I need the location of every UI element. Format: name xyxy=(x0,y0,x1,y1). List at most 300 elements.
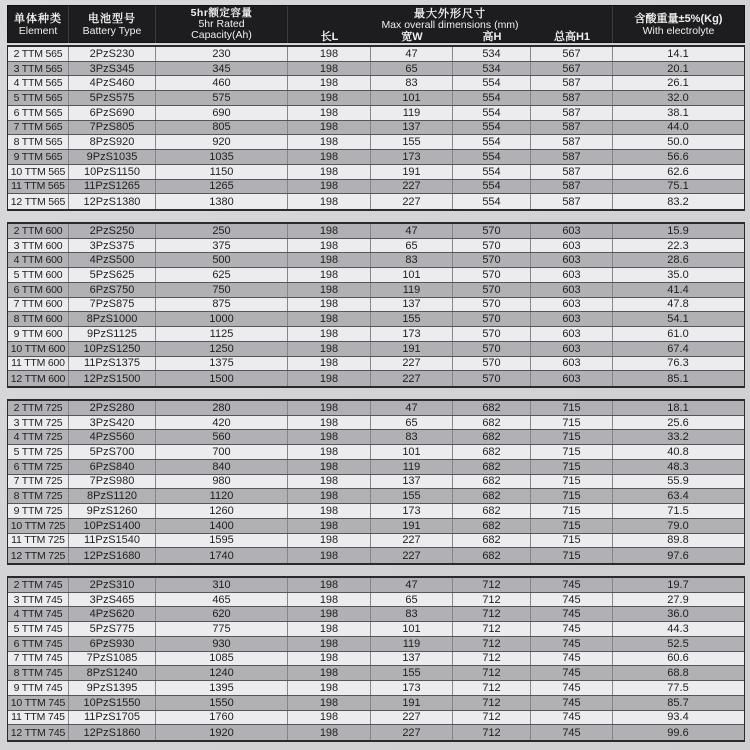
cell-length-l: 198 xyxy=(288,578,371,592)
cell-battery-type: 5PzS625 xyxy=(69,268,156,282)
header-capacity-en1: 5hr Rated xyxy=(198,18,245,30)
table-row xyxy=(8,135,744,150)
cell-battery-type: 3PzS465 xyxy=(69,593,156,607)
cell-width-w: 173 xyxy=(371,681,453,695)
cell-battery-type: 2PzS280 xyxy=(69,401,156,415)
cell-total-height-h1: 745 xyxy=(531,622,613,636)
cell-weight: 41.4 xyxy=(667,283,689,296)
cell-width-w: 173 xyxy=(371,504,453,518)
cell-total-height-h1: 745 xyxy=(531,607,613,621)
cell-width-w: 83 xyxy=(371,430,453,444)
cell-length-l: 198 xyxy=(288,180,371,194)
cell-total-height-h1: 715 xyxy=(531,489,613,503)
cell-battery-type: 4PzS620 xyxy=(69,607,156,621)
cell-total-height-h1: 745 xyxy=(531,666,613,680)
cell-element: 9 TTM 565 xyxy=(8,150,69,164)
cell-battery-type: 12PzS1500 xyxy=(69,371,156,386)
cell-capacity: 625 xyxy=(156,268,288,282)
cell-height-h: 570 xyxy=(453,224,531,238)
cell-total-height-h1: 715 xyxy=(531,430,613,444)
table-row xyxy=(8,725,744,740)
cell-total-height-h1: 567 xyxy=(531,47,613,61)
cell-height-h: 554 xyxy=(453,76,531,90)
cell-height-h: 712 xyxy=(453,578,531,592)
cell-length-l: 198 xyxy=(288,106,371,120)
cell-height-h: 712 xyxy=(453,622,531,636)
header-weight-en: With electrolyte xyxy=(642,24,715,37)
cell-height-h: 570 xyxy=(453,268,531,282)
cell-element: 5 TTM 565 xyxy=(8,91,69,105)
cell-height-h: 682 xyxy=(453,519,531,533)
cell-width-w: 101 xyxy=(371,445,453,459)
cell-weight: 15.9 xyxy=(667,224,689,237)
cell-width-w: 101 xyxy=(371,91,453,105)
cell-length-l: 198 xyxy=(288,401,371,415)
cell-battery-type: 10PzS1250 xyxy=(69,342,156,356)
cell-capacity: 560 xyxy=(156,430,288,444)
cell-weight: 38.1 xyxy=(667,106,689,119)
header-battery-type xyxy=(69,6,156,43)
cell-width-w: 155 xyxy=(371,312,453,326)
header-capacity-en2: Capacity(Ah) xyxy=(191,29,252,41)
table-row xyxy=(8,239,744,254)
cell-weight: 50.0 xyxy=(667,136,689,149)
cell-element: 3 TTM 600 xyxy=(8,239,69,253)
cell-capacity: 1550 xyxy=(156,696,288,710)
cell-capacity: 1380 xyxy=(156,194,288,209)
cell-width-w: 101 xyxy=(371,622,453,636)
table-header xyxy=(7,5,745,43)
cell-element: 7 TTM 600 xyxy=(8,298,69,312)
cell-width-w: 65 xyxy=(371,239,453,253)
table-row xyxy=(8,416,744,431)
cell-element: 10 TTM 725 xyxy=(8,519,69,533)
battery-spec-table xyxy=(7,5,745,742)
cell-height-h: 682 xyxy=(453,489,531,503)
header-length: 长L xyxy=(320,31,339,43)
cell-length-l: 198 xyxy=(288,607,371,621)
cell-weight: 36.0 xyxy=(667,608,689,621)
cell-length-l: 198 xyxy=(288,253,371,267)
cell-total-height-h1: 587 xyxy=(531,180,613,194)
cell-height-h: 554 xyxy=(453,121,531,135)
cell-capacity: 775 xyxy=(156,622,288,636)
cell-element: 10 TTM 565 xyxy=(8,165,69,179)
cell-battery-type: 4PzS560 xyxy=(69,430,156,444)
cell-length-l: 198 xyxy=(288,696,371,710)
cell-element: 11 TTM 745 xyxy=(8,711,69,725)
cell-battery-type: 11PzS1265 xyxy=(69,180,156,194)
cell-length-l: 198 xyxy=(288,416,371,430)
cell-total-height-h1: 745 xyxy=(531,711,613,725)
cell-width-w: 65 xyxy=(371,593,453,607)
cell-width-w: 47 xyxy=(371,401,453,415)
cell-element: 4 TTM 745 xyxy=(8,607,69,621)
cell-total-height-h1: 587 xyxy=(531,106,613,120)
cell-element: 5 TTM 725 xyxy=(8,445,69,459)
cell-height-h: 570 xyxy=(453,357,531,371)
cell-total-height-h1: 603 xyxy=(531,357,613,371)
cell-weight: 55.9 xyxy=(667,475,689,488)
cell-weight: 85.7 xyxy=(667,696,689,709)
cell-length-l: 198 xyxy=(288,150,371,164)
cell-height-h: 712 xyxy=(453,696,531,710)
cell-capacity: 575 xyxy=(156,91,288,105)
cell-length-l: 198 xyxy=(288,725,371,740)
cell-capacity: 920 xyxy=(156,135,288,149)
cell-width-w: 155 xyxy=(371,666,453,680)
table-row xyxy=(8,622,744,637)
table-row xyxy=(8,519,744,534)
cell-element: 6 TTM 600 xyxy=(8,283,69,297)
cell-total-height-h1: 603 xyxy=(531,283,613,297)
cell-weight: 67.4 xyxy=(667,342,689,355)
table-row xyxy=(8,253,744,268)
cell-element: 4 TTM 725 xyxy=(8,430,69,444)
cell-height-h: 682 xyxy=(453,475,531,489)
cell-length-l: 198 xyxy=(288,327,371,341)
cell-length-l: 198 xyxy=(288,268,371,282)
table-row xyxy=(8,298,744,313)
cell-width-w: 137 xyxy=(371,298,453,312)
cell-battery-type: 10PzS1400 xyxy=(69,519,156,533)
cell-weight: 28.6 xyxy=(667,254,689,267)
cell-height-h: 682 xyxy=(453,445,531,459)
table-row xyxy=(8,504,744,519)
battery-group-ttm-745 xyxy=(7,576,745,742)
cell-length-l: 198 xyxy=(288,622,371,636)
cell-height-h: 712 xyxy=(453,607,531,621)
cell-width-w: 65 xyxy=(371,62,453,76)
cell-width-w: 119 xyxy=(371,460,453,474)
cell-battery-type: 5PzS700 xyxy=(69,445,156,459)
cell-weight: 22.3 xyxy=(667,239,689,252)
cell-length-l: 198 xyxy=(288,121,371,135)
cell-width-w: 47 xyxy=(371,578,453,592)
cell-width-w: 101 xyxy=(371,268,453,282)
cell-width-w: 137 xyxy=(371,652,453,666)
cell-weight: 76.3 xyxy=(667,357,689,370)
cell-total-height-h1: 745 xyxy=(531,652,613,666)
cell-width-w: 119 xyxy=(371,283,453,297)
cell-width-w: 137 xyxy=(371,475,453,489)
table-row xyxy=(8,106,744,121)
cell-weight: 27.9 xyxy=(667,593,689,606)
header-weight-zh: 含酸重量±5%(Kg) xyxy=(634,12,723,25)
cell-total-height-h1: 603 xyxy=(531,268,613,282)
table-row xyxy=(8,312,744,327)
cell-element: 9 TTM 600 xyxy=(8,327,69,341)
cell-element: 10 TTM 600 xyxy=(8,342,69,356)
cell-weight: 62.6 xyxy=(667,165,689,178)
cell-capacity: 690 xyxy=(156,106,288,120)
cell-total-height-h1: 603 xyxy=(531,371,613,386)
cell-width-w: 119 xyxy=(371,106,453,120)
cell-battery-type: 12PzS1380 xyxy=(69,194,156,209)
cell-weight: 97.6 xyxy=(667,549,689,562)
cell-width-w: 227 xyxy=(371,711,453,725)
cell-length-l: 198 xyxy=(288,371,371,386)
cell-battery-type: 7PzS1085 xyxy=(69,652,156,666)
cell-element: 2 TTM 745 xyxy=(8,578,69,592)
cell-battery-type: 8PzS1240 xyxy=(69,666,156,680)
cell-weight: 20.1 xyxy=(667,62,689,75)
table-row xyxy=(8,165,744,180)
cell-capacity: 1265 xyxy=(156,180,288,194)
cell-height-h: 554 xyxy=(453,194,531,209)
cell-element: 10 TTM 745 xyxy=(8,696,69,710)
cell-element: 3 TTM 745 xyxy=(8,593,69,607)
cell-height-h: 712 xyxy=(453,681,531,695)
table-row xyxy=(8,489,744,504)
cell-length-l: 198 xyxy=(288,445,371,459)
cell-total-height-h1: 715 xyxy=(531,475,613,489)
cell-capacity: 1500 xyxy=(156,371,288,386)
cell-element: 8 TTM 745 xyxy=(8,666,69,680)
battery-group-ttm-565 xyxy=(7,45,745,211)
cell-battery-type: 11PzS1375 xyxy=(69,357,156,371)
cell-length-l: 198 xyxy=(288,91,371,105)
header-element xyxy=(8,6,69,43)
cell-element: 2 TTM 565 xyxy=(8,47,69,61)
cell-total-height-h1: 567 xyxy=(531,62,613,76)
table-row xyxy=(8,91,744,106)
cell-width-w: 173 xyxy=(371,327,453,341)
cell-capacity: 1150 xyxy=(156,165,288,179)
cell-weight: 44.3 xyxy=(667,623,689,636)
cell-total-height-h1: 745 xyxy=(531,593,613,607)
cell-length-l: 198 xyxy=(288,430,371,444)
cell-capacity: 420 xyxy=(156,416,288,430)
cell-weight: 79.0 xyxy=(667,519,689,532)
cell-battery-type: 6PzS750 xyxy=(69,283,156,297)
cell-battery-type: 9PzS1035 xyxy=(69,150,156,164)
cell-length-l: 198 xyxy=(288,652,371,666)
cell-element: 3 TTM 565 xyxy=(8,62,69,76)
table-row xyxy=(8,357,744,372)
cell-total-height-h1: 715 xyxy=(531,534,613,548)
cell-weight: 48.3 xyxy=(667,460,689,473)
cell-element: 6 TTM 565 xyxy=(8,106,69,120)
table-row xyxy=(8,283,744,298)
cell-width-w: 191 xyxy=(371,519,453,533)
table-row xyxy=(8,430,744,445)
header-dimensions xyxy=(288,6,613,43)
cell-weight: 25.6 xyxy=(667,416,689,429)
cell-capacity: 280 xyxy=(156,401,288,415)
cell-width-w: 47 xyxy=(371,224,453,238)
cell-capacity: 1035 xyxy=(156,150,288,164)
header-dimensions-zh: 最大外形尺寸 xyxy=(414,8,486,20)
cell-height-h: 554 xyxy=(453,135,531,149)
cell-capacity: 980 xyxy=(156,475,288,489)
cell-length-l: 198 xyxy=(288,357,371,371)
cell-capacity: 620 xyxy=(156,607,288,621)
cell-width-w: 191 xyxy=(371,696,453,710)
cell-battery-type: 4PzS500 xyxy=(69,253,156,267)
header-width: 宽W xyxy=(401,31,423,43)
cell-total-height-h1: 715 xyxy=(531,548,613,563)
table-row xyxy=(8,342,744,357)
table-row xyxy=(8,401,744,416)
cell-total-height-h1: 587 xyxy=(531,165,613,179)
cell-total-height-h1: 587 xyxy=(531,150,613,164)
cell-battery-type: 5PzS575 xyxy=(69,91,156,105)
cell-weight: 52.5 xyxy=(667,637,689,650)
cell-length-l: 198 xyxy=(288,681,371,695)
cell-length-l: 198 xyxy=(288,548,371,563)
cell-element: 8 TTM 565 xyxy=(8,135,69,149)
cell-element: 7 TTM 565 xyxy=(8,121,69,135)
cell-length-l: 198 xyxy=(288,312,371,326)
cell-capacity: 465 xyxy=(156,593,288,607)
cell-length-l: 198 xyxy=(288,666,371,680)
header-total-height: 总高H1 xyxy=(553,31,591,43)
cell-capacity: 750 xyxy=(156,283,288,297)
cell-element: 8 TTM 725 xyxy=(8,489,69,503)
cell-width-w: 83 xyxy=(371,253,453,267)
cell-total-height-h1: 715 xyxy=(531,401,613,415)
cell-capacity: 375 xyxy=(156,239,288,253)
cell-width-w: 227 xyxy=(371,357,453,371)
cell-element: 4 TTM 565 xyxy=(8,76,69,90)
cell-total-height-h1: 587 xyxy=(531,76,613,90)
cell-height-h: 570 xyxy=(453,327,531,341)
header-dimensions-en: Max overall dimensions (mm) xyxy=(381,19,519,31)
cell-total-height-h1: 603 xyxy=(531,239,613,253)
cell-element: 12 TTM 725 xyxy=(8,548,69,563)
cell-weight: 61.0 xyxy=(667,327,689,340)
cell-element: 9 TTM 745 xyxy=(8,681,69,695)
cell-capacity: 1125 xyxy=(156,327,288,341)
cell-capacity: 805 xyxy=(156,121,288,135)
table-row xyxy=(8,180,744,195)
cell-width-w: 227 xyxy=(371,180,453,194)
cell-battery-type: 4PzS460 xyxy=(69,76,156,90)
cell-capacity: 500 xyxy=(156,253,288,267)
cell-width-w: 155 xyxy=(371,489,453,503)
cell-length-l: 198 xyxy=(288,460,371,474)
cell-battery-type: 9PzS1260 xyxy=(69,504,156,518)
cell-weight: 26.1 xyxy=(667,77,689,90)
cell-capacity: 1120 xyxy=(156,489,288,503)
cell-height-h: 682 xyxy=(453,460,531,474)
cell-battery-type: 10PzS1550 xyxy=(69,696,156,710)
cell-weight: 93.4 xyxy=(667,711,689,724)
cell-battery-type: 7PzS875 xyxy=(69,298,156,312)
cell-capacity: 345 xyxy=(156,62,288,76)
cell-battery-type: 12PzS1860 xyxy=(69,725,156,740)
cell-total-height-h1: 715 xyxy=(531,504,613,518)
cell-element: 11 TTM 725 xyxy=(8,534,69,548)
cell-height-h: 534 xyxy=(453,47,531,61)
header-capacity-zh: 5hr额定容量 xyxy=(190,7,253,19)
header-element-zh: 单体种类 xyxy=(14,12,62,25)
cell-capacity: 250 xyxy=(156,224,288,238)
cell-width-w: 47 xyxy=(371,47,453,61)
table-row xyxy=(8,666,744,681)
cell-width-w: 173 xyxy=(371,150,453,164)
cell-length-l: 198 xyxy=(288,194,371,209)
cell-height-h: 570 xyxy=(453,239,531,253)
cell-weight: 19.7 xyxy=(667,578,689,591)
cell-width-w: 83 xyxy=(371,607,453,621)
cell-weight: 32.0 xyxy=(667,92,689,105)
cell-height-h: 554 xyxy=(453,165,531,179)
cell-battery-type: 2PzS230 xyxy=(69,47,156,61)
cell-width-w: 191 xyxy=(371,342,453,356)
table-row xyxy=(8,578,744,593)
cell-weight: 35.0 xyxy=(667,269,689,282)
cell-length-l: 198 xyxy=(288,637,371,651)
cell-height-h: 570 xyxy=(453,283,531,297)
table-row xyxy=(8,62,744,77)
cell-battery-type: 2PzS310 xyxy=(69,578,156,592)
cell-total-height-h1: 587 xyxy=(531,91,613,105)
cell-length-l: 198 xyxy=(288,135,371,149)
cell-weight: 44.0 xyxy=(667,121,689,134)
cell-element: 11 TTM 565 xyxy=(8,180,69,194)
cell-weight: 60.6 xyxy=(667,652,689,665)
cell-width-w: 137 xyxy=(371,121,453,135)
cell-element: 3 TTM 725 xyxy=(8,416,69,430)
cell-battery-type: 8PzS1120 xyxy=(69,489,156,503)
cell-total-height-h1: 745 xyxy=(531,725,613,740)
cell-battery-type: 7PzS980 xyxy=(69,475,156,489)
cell-battery-type: 5PzS775 xyxy=(69,622,156,636)
cell-battery-type: 6PzS690 xyxy=(69,106,156,120)
cell-total-height-h1: 603 xyxy=(531,224,613,238)
cell-battery-type: 10PzS1150 xyxy=(69,165,156,179)
cell-height-h: 682 xyxy=(453,504,531,518)
cell-capacity: 1740 xyxy=(156,548,288,563)
header-capacity xyxy=(156,6,288,43)
cell-height-h: 712 xyxy=(453,652,531,666)
cell-length-l: 198 xyxy=(288,47,371,61)
cell-element: 7 TTM 745 xyxy=(8,652,69,666)
cell-length-l: 198 xyxy=(288,534,371,548)
cell-total-height-h1: 745 xyxy=(531,637,613,651)
cell-height-h: 712 xyxy=(453,637,531,651)
cell-width-w: 65 xyxy=(371,416,453,430)
cell-total-height-h1: 603 xyxy=(531,253,613,267)
table-row xyxy=(8,460,744,475)
cell-length-l: 198 xyxy=(288,504,371,518)
cell-battery-type: 3PzS345 xyxy=(69,62,156,76)
cell-total-height-h1: 715 xyxy=(531,445,613,459)
cell-height-h: 712 xyxy=(453,725,531,740)
table-row xyxy=(8,696,744,711)
cell-element: 5 TTM 600 xyxy=(8,268,69,282)
header-weight xyxy=(613,6,744,43)
cell-length-l: 198 xyxy=(288,76,371,90)
cell-capacity: 460 xyxy=(156,76,288,90)
cell-capacity: 310 xyxy=(156,578,288,592)
cell-element: 12 TTM 565 xyxy=(8,194,69,209)
table-row xyxy=(8,121,744,136)
cell-weight: 47.8 xyxy=(667,298,689,311)
cell-length-l: 198 xyxy=(288,239,371,253)
cell-battery-type: 6PzS930 xyxy=(69,637,156,651)
header-dimensions-subcolumns xyxy=(288,31,612,43)
cell-length-l: 198 xyxy=(288,283,371,297)
table-row xyxy=(8,534,744,549)
cell-height-h: 712 xyxy=(453,666,531,680)
cell-element: 12 TTM 600 xyxy=(8,371,69,386)
cell-element: 6 TTM 725 xyxy=(8,460,69,474)
cell-battery-type: 9PzS1395 xyxy=(69,681,156,695)
cell-weight: 77.5 xyxy=(667,681,689,694)
